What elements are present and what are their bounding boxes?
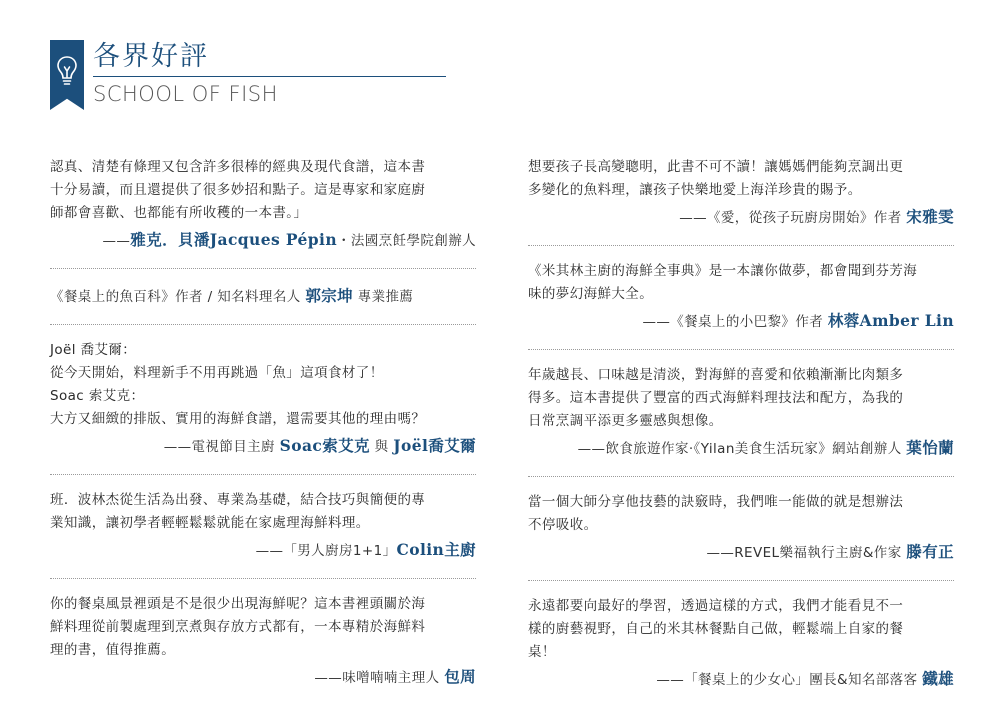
reviewer-name: Soac索艾克: [279, 436, 370, 455]
attribution-prefix: ——《愛，從孩子玩廚房開始》作者: [679, 210, 907, 226]
page-header: [50, 40, 400, 112]
review-line: Soac 索艾克：: [50, 388, 145, 404]
review-line: 年歲越長、口味越是清淡，對海鮮的喜愛和依賴漸漸比肉類多: [528, 367, 904, 383]
review-line: 味的夢幻海鮮大全。: [528, 286, 654, 302]
review-line: 鮮料理從前製處理到烹煮與存放方式都有，一本專精於海鮮料: [50, 619, 426, 635]
review-attribution: [50, 283, 476, 310]
left-column: [50, 156, 476, 691]
review-line: 樣的廚藝視野，自己的米其林餐點自己做，輕鬆端上自家的餐: [528, 621, 904, 637]
review-attribution: [528, 435, 954, 462]
reviewer-name: 林蓉Amber Lin: [827, 311, 954, 330]
review-attribution: [50, 664, 476, 691]
review-item: [528, 595, 954, 693]
reviewer-name: 葉怡蘭: [906, 438, 954, 457]
attribution-prefix: ——飲食旅遊作家‧《Yilan美食生活玩家》網站創辦人: [577, 441, 907, 457]
attribution-prefix: ——REVEL樂福執行主廚&作家: [706, 545, 907, 561]
reviewer-name: 滕有正: [906, 542, 954, 561]
dotted-divider: [50, 324, 476, 325]
reviewer-name: 鐵雄: [922, 669, 954, 688]
review-line: 大方又細緻的排版、實用的海鮮食譜，還需要其他的理由嗎？: [50, 411, 426, 427]
review-attribution: [528, 308, 954, 335]
review-item: [50, 156, 476, 254]
review-line: 十分易讀，而且還提供了很多妙招和點子。這是專家和家庭廚: [50, 182, 426, 198]
attribution-prefix: ——「餐桌上的少女心」團長&知名部落客: [656, 672, 923, 688]
review-attribution: [50, 227, 476, 254]
attribution-prefix: ——《餐桌上的小巴黎》作者: [642, 314, 828, 330]
dotted-divider: [528, 580, 954, 581]
review-line: 《米其林主廚的海鮮全事典》是一本讓你做夢，都會聞到芬芳海: [528, 263, 918, 279]
review-item: [528, 156, 954, 231]
review-item: [50, 489, 476, 564]
review-line: 不停吸收。: [528, 517, 598, 533]
review-line: 從今天開始，料理新手不用再跳過「魚」這項食材了！: [50, 365, 384, 381]
page-title: 各界好評: [93, 41, 209, 72]
review-line: 得多。這本書提供了豐富的西式海鮮料理技法和配方，為我的: [528, 390, 904, 406]
dotted-divider: [50, 268, 476, 269]
lightbulb-icon: [55, 54, 79, 88]
review-item: [528, 364, 954, 462]
dotted-divider: [50, 474, 476, 475]
review-line: 班．波林杰從生活為出發、專業為基礎，結合技巧與簡便的專: [50, 492, 426, 508]
review-line: 想要孩子長高變聰明，此書不可不讀！讓媽媽們能夠烹調出更: [528, 159, 904, 175]
review-attribution: [528, 666, 954, 693]
review-line: 理的書，值得推薦。: [50, 642, 176, 658]
attribution-prefix: ——味噌喃喃主理人: [314, 670, 445, 686]
review-line: 你的餐桌風景裡頭是不是很少出現海鮮呢？這本書裡頭關於海: [50, 596, 426, 612]
review-line: 日常烹調平添更多靈感與想像。: [528, 413, 723, 429]
dotted-divider: [528, 245, 954, 246]
attribution-prefix: ——「男人廚房1+1」: [255, 543, 397, 559]
review-item: [50, 339, 476, 460]
review-item: [50, 593, 476, 691]
review-line: 桌！: [528, 644, 556, 660]
attribution-prefix: ——: [102, 233, 131, 249]
reviewer-name: 包周: [444, 667, 476, 686]
review-line: 當一個大師分享他技藝的訣竅時，我們唯一能做的就是想辦法: [528, 494, 904, 510]
review-line: 認真、清楚有條理又包含許多很棒的經典及現代食譜，這本書: [50, 159, 426, 175]
attribution-connector: 與: [369, 439, 394, 455]
dotted-divider: [528, 349, 954, 350]
bookmark-banner: [50, 40, 84, 110]
review-attribution: [528, 204, 954, 231]
review-line: Joël 喬艾爾：: [50, 342, 137, 358]
review-line: 師都會喜歡、也都能有所收穫的一本書。」: [50, 205, 308, 221]
reviewer-name: 雅克．貝潘Jacques Pépin: [130, 230, 337, 249]
review-item: [528, 491, 954, 566]
reviewer-name: 郭宗坤: [305, 286, 354, 305]
reviewer-name: Joël喬艾爾: [393, 436, 476, 455]
attribution-suffix: 專業推薦: [353, 289, 414, 305]
review-item: [528, 260, 954, 335]
review-line: 多變化的魚料理，讓孩子快樂地愛上海洋珍貴的賜予。: [528, 182, 862, 198]
review-line: 永遠都要向最好的學習，透過這樣的方式，我們才能看見不一: [528, 598, 904, 614]
attribution-suffix: ・法國烹飪學院創辦人: [337, 233, 476, 249]
review-item: [50, 283, 476, 310]
dotted-divider: [50, 578, 476, 579]
attribution-prefix: 《餐桌上的魚百科》作者 / 知名料理名人: [50, 289, 306, 305]
reviewer-name: 宋雅雯: [906, 207, 954, 226]
review-line: 業知識，讓初學者輕輕鬆鬆就能在家處理海鮮料理。: [50, 515, 370, 531]
title-underline: [93, 76, 446, 77]
reviewer-name: Colin主廚: [396, 540, 476, 559]
review-attribution: [50, 433, 476, 460]
right-column: [528, 156, 954, 693]
page-subtitle: SCHOOL OF FISH: [93, 82, 278, 106]
attribution-prefix: ——電視節目主廚: [163, 439, 280, 455]
review-attribution: [50, 537, 476, 564]
dotted-divider: [528, 476, 954, 477]
review-attribution: [528, 539, 954, 566]
